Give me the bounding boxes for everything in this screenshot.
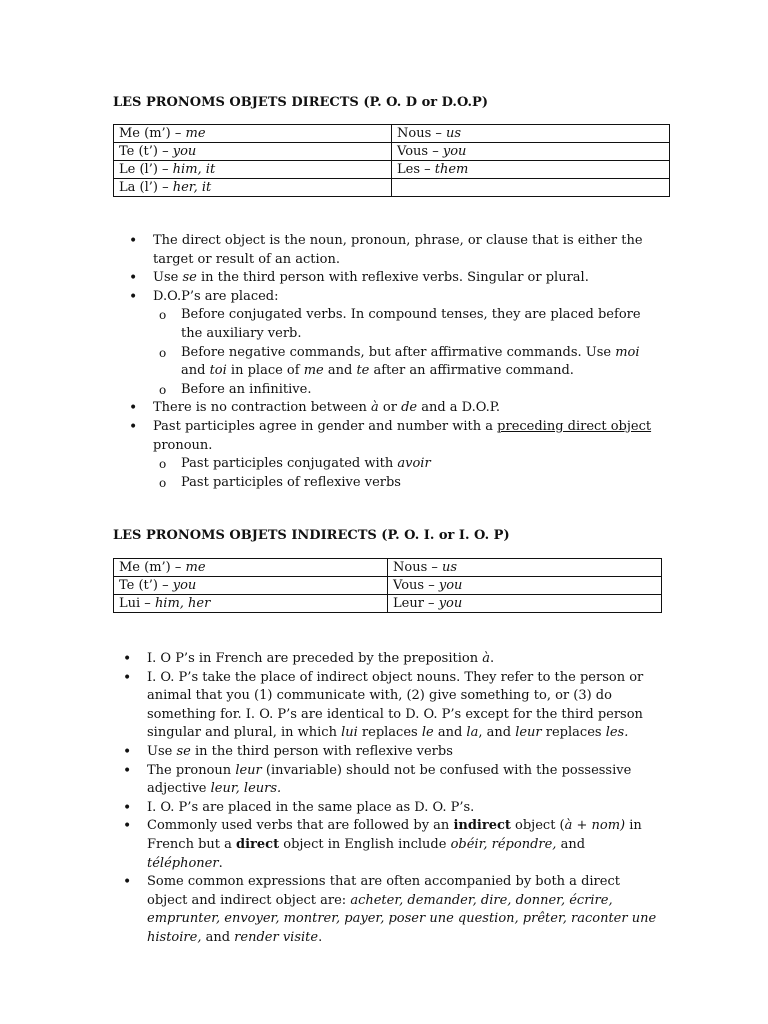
direct-object-notes [125, 232, 665, 492]
table-cell: Le (l’) – him, it [114, 161, 392, 179]
table-row [114, 559, 662, 577]
list-item: • I. O P’s in French are preceded by the preposition à. [119, 650, 664, 669]
list-item: • Some common expressions that are often accompanied by both a direct object and indirect object are: acheter, demander, dire, donner, écrire, emprunter, envoyer, montrer, payer, poser une question, prêter, raconter une histoire, and render visite. [119, 873, 664, 947]
table-cell: Lui – him, her [114, 595, 388, 613]
table-cell: Te (t’) – you [114, 143, 392, 161]
sub-list-item: o Before negative commands, but after affirmative commands. Use moi and toi in place of me and te after an affirmative command. [153, 344, 665, 381]
table-row [114, 143, 670, 161]
direct-pronoun-table [113, 124, 670, 197]
table-row [114, 179, 670, 197]
list-item: • The pronoun leur (invariable) should not be confused with the possessive adjective leur, leurs. [119, 762, 664, 799]
list-item: • Past participles agree in gender and number with a preceding direct object pronoun. o Past participles conjugated with avoir o Past participles of reflexive verbs [125, 418, 665, 492]
section-heading-indirect: LES PRONOMS OBJETS INDIRECTS (P. O. I. or I. O. P) [113, 528, 510, 543]
list-item: • I. O. P’s take the place of indirect object nouns. They refer to the person or animal that you (1) communicate with, (2) give something to, or (3) do something for. I. O. P’s are identical to D. O. P’s except for the third person singular and plural, in which lui replaces le and la, and leur replaces les. [119, 669, 664, 743]
table-cell: Vous – you [388, 577, 662, 595]
table-cell-empty [392, 179, 670, 197]
list-item: • I. O. P’s are placed in the same place as D. O. P’s. [119, 799, 664, 818]
sub-list [153, 306, 665, 399]
table-cell: Te (t’) – you [114, 577, 388, 595]
table-cell: La (l’) – her, it [114, 179, 392, 197]
sub-list [153, 455, 665, 492]
table-row [114, 595, 662, 613]
table-cell: Nous – us [392, 125, 670, 143]
table-row [114, 161, 670, 179]
table-cell: Nous – us [388, 559, 662, 577]
list-item: • The direct object is the noun, pronoun, phrase, or clause that is either the target or result of an action. [125, 232, 665, 269]
table-cell: Me (m’) – me [114, 125, 392, 143]
table-cell: Les – them [392, 161, 670, 179]
section-heading-direct: LES PRONOMS OBJETS DIRECTS (P. O. D or D.O.P) [113, 95, 488, 110]
table-cell: Me (m’) – me [114, 559, 388, 577]
sub-list-item: o Past participles conjugated with avoir [153, 455, 665, 474]
list-item: • Use se in the third person with reflexive verbs [119, 743, 664, 762]
list-item: • Commonly used verbs that are followed by an indirect object (à + nom) in French but a direct object in English include obéir, répondre, and téléphoner. [119, 817, 664, 873]
indirect-object-notes [119, 650, 664, 948]
table-cell: Leur – you [388, 595, 662, 613]
list-item: • Use se in the third person with reflexive verbs. Singular or plural. [125, 269, 665, 288]
list-item: • There is no contraction between à or de and a D.O.P. [125, 399, 665, 418]
sub-list-item: o Before an infinitive. [153, 381, 665, 400]
indirect-pronoun-table [113, 558, 662, 613]
table-row [114, 577, 662, 595]
table-cell: Vous – you [392, 143, 670, 161]
table-row [114, 125, 670, 143]
sub-list-item: o Past participles of reflexive verbs [153, 474, 665, 493]
list-item: • D.O.P’s are placed: o Before conjugated verbs. In compound tenses, they are placed before the auxiliary verb. o Before negative commands, but after affirmative commands. Use moi and toi in place of me and te after an affirmative command. o Before an infinitive. [125, 288, 665, 400]
sub-list-item: o Before conjugated verbs. In compound tenses, they are placed before the auxiliary verb. [153, 306, 665, 343]
